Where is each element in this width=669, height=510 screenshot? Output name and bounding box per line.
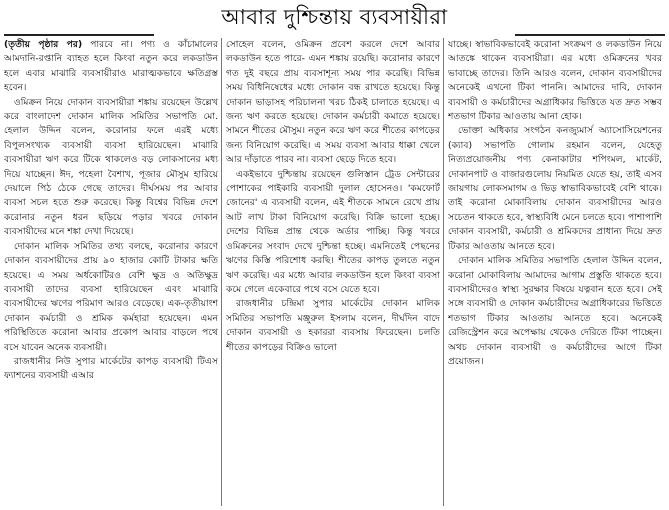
paragraph: একইভাবে দুশ্চিন্তায় রয়েছেন গুলিস্তান ট্রেড সেন্টারের পোশাকের পাইকারি ব্যবসায়ী দুলাল হোসেনও। 'কমফোর্ট জোনের' এ ব্যবসায়ী বলেন, এই শীতকে সামনে রেখে প্রায় আট লাখ টাকা বিনিয়োগ করেছি। বিক্রি ভালো হচ্ছে। দেশের বিভিন্ন প্রান্ত থেকে অর্ডার পাচ্ছি। কিন্তু খবরে ওমিক্রনের সংবাদ দেখে দুশ্চিন্তা হচ্ছে। এমনিতেই পেছনের ঋণের কিস্তি পরিশোধ করছি। শীতের কাপড় তুলতে নতুন ঋণ করেছি। এর মধ্যে আবার লকডাউন হলে কিংবা ব্যবসা কমে গেলে একেবারে পথে বসে যেতে হবে। xyxy=(226,168,440,295)
paragraph: দোকান মালিক সমিতির সভাপতি হেলাল উদ্দিন বলেন, করোনা মোকাবিলায় আমাদের আগাম প্রস্তুতি থাকতে হবে। ব্যবসায়ীদেরও স্বাস্থ্য সুরক্ষার বিষয়ে যত্নবান হতে হবে। সেই সঙ্গে ব্যবসায়ী ও দোকান কর্মচারীদের অগ্রাধিকারের ভিত্তিতে শতভাগ টিকার আওতায় আনতে হবে। অনেকেই রেজিস্ট্রেশন করে অপেক্ষায় থেকেও দেরিতে টিকা পাচ্ছেন। অথচ দোকান ব্যবসায়ী ও কর্মচারীদের আগে টিকা প্রয়োজন। xyxy=(448,255,662,367)
paragraph: ভোক্তা অধিকার সংগঠন কনজ্যুমার্স অ্যাসোসিয়েশনের (ক্যাব) সভাপতি গোলাম রহমান বলেন, যেহেতু নিত্যপ্রয়োজনীয় পণ্য কেনাকাটার শপিংমল, মার্কেট, দোকানপাট ও বাজারগুলোয় নিয়মিত যেতে হয়, তাই এসব জায়গায় লোকসমাগম ও ভিড় স্বাভাবিকভাবেই বেশি থাকে। তাই করোনা মোকাবিলায় দোকান ব্যবসায়ীদের আরও সচেতন থাকতে হবে, স্বাস্থ্যবিধি মেনে চলতে হবে। পাশাপাশি দোকান ব্যবসায়ী, কর্মচারী ও শ্রমিকদের প্রাধান্য দিয়ে দ্রুত টিকার আওতায় আনতে হবে। xyxy=(448,125,662,252)
paragraph: রাজধানীর নিউ সুপার মার্কেটের কাপড় ব্যবসায়ী টিএস ফ্যাশনের ব্যবসায়ী এআর xyxy=(4,355,218,382)
column-divider xyxy=(221,38,222,506)
column-divider xyxy=(443,38,444,506)
paragraph-text: পারবে না। পণ্য ও কাঁচামালের আমদানি-রপ্তানি ব্যাহত হলে কিংবা নতুন করে লকডাউন হলে এবার মাঝারি ব্যবসায়ীরাও মারাত্মকভাবে ক্ষতিগ্রস্ত হবেন। xyxy=(4,39,218,94)
paragraph: সোহেল বলেন, ওমিক্রন প্রবেশ করলে দেশে আবার লকডাউন হতে পারে- এমন শঙ্কায় রয়েছি। করোনার কারণে গত দুই বছরে প্রায় ব্যবসাশূন্য সময় পার করেছি। বিভিন্ন সময় বিধিনিষেধের মধ্যে দোকান বন্ধ রাখতে হয়েছে। কিন্তু দোকান ভাড়াসহ পরিচালনা খরচ ঠিকই চালাতে হয়েছে। এ জন্য ঋণ করতে হয়েছে। দোকান কর্মচারী কমাতে হয়েছে। সামনে শীতের মৌসুম। নতুন করে ঋণ করে শীতের কাপড়ের জন্য বিনিয়োগ করেছি। এ সময় ব্যবসা আবার ধাক্কা খেলে আর দাঁড়াতে পারব না। ব্যবসা ছেড়ে দিতে হবে। xyxy=(226,39,440,166)
paragraph: ওমিক্রন নিয়ে দোকান ব্যবসায়ীরা শঙ্কায় রয়েছেন উল্লেখ করে বাংলাদেশ দোকান মালিক সমিতির সভাপতি মো. হেলাল উদ্দিন বলেন, করোনার ফলে এরই মধ্যে বিপুলসংখ্যক ব্যবসায়ী ব্যবসা হারিয়েছেন। মাঝারি ব্যবসায়ীরা ঋণ করে টিকে থাকলেও বড় লোকসানের মধ্য দিয়ে যাচ্ছেন। ঈদ, পহেলা বৈশাখ, পূজার মৌসুম হারিয়ে দেয়ালে পিঠ ঠেকে গেছে তাদের। দীর্ঘসময় পর আবার ব্যবসা সচল হতে শুরু করেছে। কিন্তু বিশ্বের বিভিন্ন দেশে করোনার নতুন ধরন ছড়িয়ে পড়ার খবরে দোকান ব্যবসায়ীদের মনে শঙ্কা দেখা দিয়েছে। xyxy=(4,96,218,238)
headline-rule-right xyxy=(515,34,665,36)
jump-from-label: (তৃতীয় পৃষ্ঠার পর) xyxy=(4,39,83,50)
paragraph: দোকান মালিক সমিতির তথ্য বলছে, করোনার কারণে দোকান ব্যবসায়ীদের প্রায় ৯০ হাজার কোটি টাকার ক্ষতি হয়েছে। এ সময় অর্ধকোটিরও বেশি ক্ষুদ্র ও অতিক্ষুদ্র ব্যবসায়ী তাদের ব্যবসা হারিয়েছেন এবং মাঝারি ব্যবসায়ীদের ঋণের পরিমাণ আরও বেড়েছে। এক-তৃতীয়াংশ দোকান কর্মচারী ও শ্রমিক কর্মহারা হয়েছেন। এমন পরিস্থিতিতে করোনা আবার প্রকোপ আবার বাড়লে পথে বসে যাবেন অনেক ব্যবসায়ী। xyxy=(4,240,218,353)
paragraph xyxy=(4,38,218,96)
article-column-1 xyxy=(4,38,218,508)
paragraph: যাচ্ছে। স্বাভাবিকভাবেই করোনা সংক্রমণ ও লকডাউন নিয়ে আতঙ্কে থাকেন ব্যবসায়ীরা। এর মধ্যে ওমিক্রনের খবর ভাবাচ্ছে তাদের। তিনি আরও বলেন, দোকান ব্যবসায়ীদের অনেকেই এখনো টিকা পাননি। আমাদের দাবি, দোকান ব্যবসায়ী ও কর্মচারীদের অগ্রাধিকার ভিত্তিতে যত দ্রুত সম্ভব শতভাগ টিকার আওতায় আনা হোক। xyxy=(448,39,662,123)
article-column-2 xyxy=(226,38,440,508)
article-column-3 xyxy=(448,38,662,508)
paragraph: রাজধানীর চন্দ্রিমা সুপার মার্কেটের দোকান মালিক সমিতির সভাপতি মঞ্জুরুল ইসলাম বলেন, দীর্ঘদিন বাদে দোকান ব্যবসায়ী ও হকাররা ব্যবসায় ফিরেছেন। চলতি শীতের কাপড়ের বিক্রিও ভালো xyxy=(226,298,440,353)
headline: আবার দুশ্চিন্তায় ব্যবসায়ীরা xyxy=(221,5,448,29)
headline-rule-left xyxy=(4,34,154,36)
